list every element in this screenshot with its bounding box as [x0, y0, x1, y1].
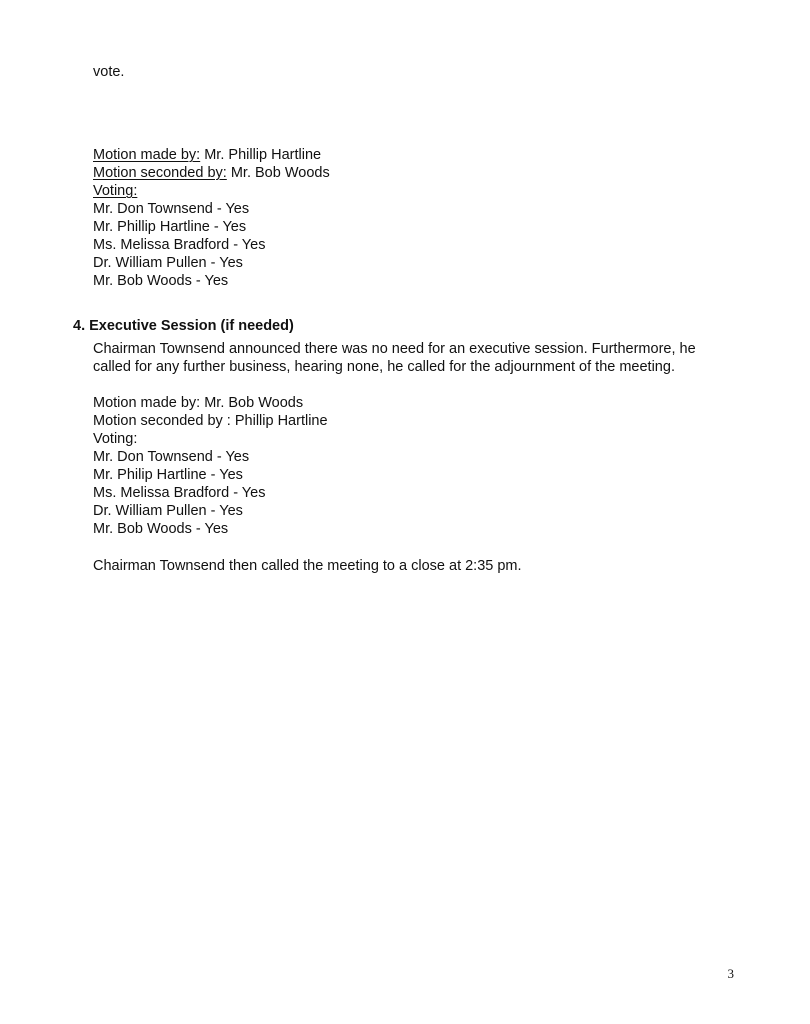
page-number: 3 — [727, 966, 734, 981]
voting-label: Voting: — [93, 183, 138, 199]
motion-made-label: Motion made by: — [93, 147, 201, 163]
motion-seconded-line: Motion seconded by : Phillip Hartline — [93, 413, 328, 429]
paragraph-line: called for any further business, hearing none, he called for the adjournment of the meeting. — [93, 359, 675, 375]
vote-continuation-text: vote. — [93, 64, 125, 80]
motion-made-value: Mr. Phillip Hartline — [200, 147, 322, 163]
vote-entry: Dr. William Pullen - Yes — [93, 503, 243, 519]
motion-seconded-value: Mr. Bob Woods — [226, 165, 330, 181]
paragraph-line: Chairman Townsend announced there was no need for an executive session. Furthermore, he — [93, 341, 696, 357]
motion-made-line — [93, 146, 321, 164]
vote-entry: Mr. Bob Woods - Yes — [93, 273, 229, 289]
vote-entry: Ms. Melissa Bradford - Yes — [93, 237, 266, 253]
vote-entry: Mr. Phillip Hartline - Yes — [93, 219, 247, 235]
motion-seconded-line — [93, 164, 330, 182]
motion-made-line: Motion made by: Mr. Bob Woods — [93, 395, 304, 411]
vote-entry: Mr. Don Townsend - Yes — [93, 201, 250, 217]
vote-entry: Dr. William Pullen - Yes — [93, 255, 243, 271]
voting-label: Voting: — [93, 431, 138, 447]
closing-statement: Chairman Townsend then called the meeting to a close at 2:35 pm. — [93, 558, 522, 574]
section-heading-executive-session: 4. Executive Session (if needed) — [73, 318, 294, 334]
vote-entry: Mr. Bob Woods - Yes — [93, 521, 229, 537]
motion-seconded-label: Motion seconded by: — [93, 165, 227, 181]
vote-entry: Mr. Philip Hartline - Yes — [93, 467, 243, 483]
vote-entry: Mr. Don Townsend - Yes — [93, 449, 250, 465]
vote-entry: Ms. Melissa Bradford - Yes — [93, 485, 266, 501]
